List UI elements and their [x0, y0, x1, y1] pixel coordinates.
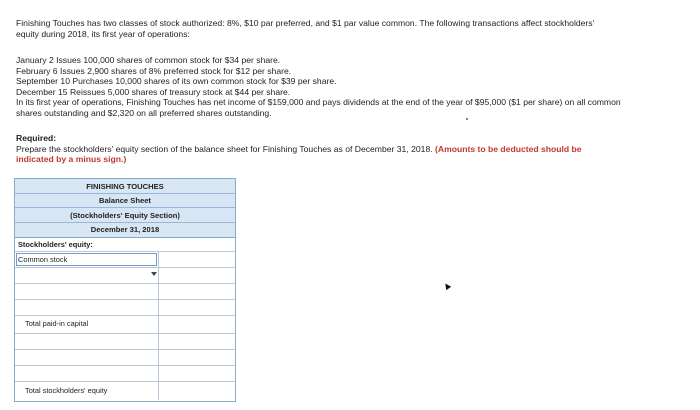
table-row [15, 334, 235, 350]
row9-amount-cell[interactable] [159, 366, 235, 381]
table-row [15, 268, 235, 284]
required-section [16, 133, 616, 165]
row5-label-cell[interactable] [15, 300, 159, 315]
row3-amount-cell[interactable] [159, 268, 235, 283]
mouse-cursor-icon [443, 282, 451, 290]
total-equity-label: Total stockholders' equity [25, 386, 108, 395]
table-row [15, 284, 235, 300]
required-note: (Amounts to be deducted should be indicated by a minus sign.) [16, 143, 582, 164]
required-instructions [16, 144, 616, 165]
problem-intro: Finishing Touches has two classes of stock authorized: 8%, $10 par preferred, and $1 par value common. The following transactions affect stockholders' equity during 2018, its first year of operations: [16, 18, 595, 39]
table-row [15, 350, 235, 366]
equity-heading: Stockholders' equity: [18, 240, 93, 249]
row5-amount-cell[interactable] [159, 300, 235, 315]
row8-label-cell[interactable] [15, 350, 159, 365]
row7-amount-cell[interactable] [159, 334, 235, 349]
row7-label-cell[interactable] [15, 334, 159, 349]
transactions-list [16, 55, 636, 118]
chevron-down-icon[interactable] [151, 272, 157, 276]
statement-name: Balance Sheet [99, 196, 151, 205]
table-row [15, 382, 235, 400]
total-paid-in-label-cell [15, 316, 159, 333]
row4-amount-cell[interactable] [159, 284, 235, 299]
row8-amount-cell[interactable] [159, 350, 235, 365]
total-paid-in-amount-cell[interactable] [159, 316, 235, 333]
equity-heading-row [15, 238, 235, 252]
common-stock-label: Common stock [18, 255, 68, 264]
total-paid-in-label: Total paid-in capital [25, 319, 89, 328]
section-name: (Stockholders' Equity Section) [70, 211, 180, 220]
table-row [15, 316, 235, 334]
table-row [15, 300, 235, 316]
required-heading: Required: [16, 133, 57, 143]
transaction-line: December 15 Reissues 5,000 shares of treasury stock at $44 per share. [16, 86, 291, 97]
table-row [15, 252, 235, 268]
common-stock-amount-cell[interactable] [159, 252, 235, 267]
row9-label-cell[interactable] [15, 366, 159, 381]
total-equity-amount-cell[interactable] [159, 382, 235, 400]
required-text: Prepare the stockholders' equity section of the balance sheet for Finishing Touches as of December 31, 2018. [16, 143, 433, 154]
transaction-line: February 6 Issues 2,900 shares of 8% preferred stock for $12 per share. [16, 65, 292, 76]
company-name: FINISHING TOUCHES [86, 182, 164, 191]
row3-label-cell[interactable] [15, 268, 159, 283]
table-row [15, 366, 235, 382]
balance-sheet-worksheet [14, 178, 236, 402]
transaction-line: In its first year of operations, Finishing Touches has net income of $159,000 and pays dividends at the end of the year of $95,000 ($1 per share) on all common shares outstanding and $2,320 on all preferred shares outstanding. [16, 97, 621, 118]
common-stock-label-cell[interactable] [15, 252, 159, 267]
worksheet-header [15, 179, 235, 238]
total-equity-label-cell [15, 382, 159, 400]
row4-label-cell[interactable] [15, 284, 159, 299]
transaction-line: January 2 Issues 100,000 shares of common stock for $34 per share. [16, 55, 281, 65]
stray-mark-icon [466, 118, 468, 120]
statement-date: December 31, 2018 [90, 225, 160, 234]
transaction-line: September 10 Purchases 10,000 shares of its own common stock for $39 per share. [16, 76, 337, 86]
